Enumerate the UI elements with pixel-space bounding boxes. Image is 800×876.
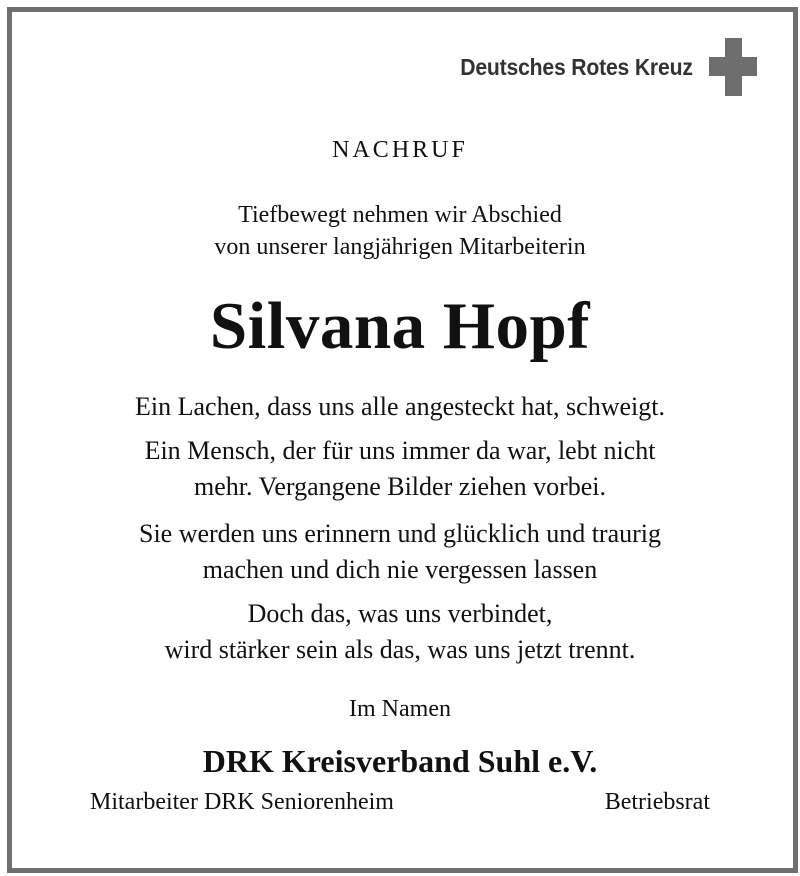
- poem-line: Sie werden uns erinnern und glücklich und traurig: [138, 519, 662, 548]
- on-behalf-label: Im Namen: [349, 696, 451, 722]
- notice-heading: NACHRUF: [332, 137, 468, 163]
- organization-name: DRK Kreisverband Suhl e.V.: [202, 743, 598, 779]
- poem-line: wird stärker sein als das, was uns jetzt trennt.: [164, 635, 636, 664]
- poem-stanza-4: [0, 596, 800, 668]
- deceased-name: Silvana Hopf: [209, 289, 591, 363]
- drk-logo: [440, 38, 757, 96]
- intro-line-2: von unserer langjährigen Mitarbeiterin: [214, 234, 586, 260]
- poem-stanza-3: [0, 516, 800, 588]
- poem-line: Ein Lachen, dass uns alle angesteckt hat, schweigt.: [135, 392, 665, 421]
- poem-line: machen und dich nie vergessen lassen: [202, 555, 598, 584]
- poem-line: Doch das, was uns verbindet,: [247, 599, 553, 628]
- logo-text: Deutsches Rotes Kreuz: [460, 53, 693, 80]
- red-cross-icon: [709, 38, 757, 96]
- intro-text: [0, 199, 800, 263]
- poem-stanza-1: [0, 389, 800, 425]
- intro-line-1: Tiefbewegt nehmen wir Abschied: [238, 202, 562, 228]
- signature-works-council: Betriebsrat: [604, 789, 710, 815]
- poem-stanza-2: [0, 433, 800, 505]
- signature-staff: Mitarbeiter DRK Seniorenheim: [90, 789, 394, 815]
- poem-line: mehr. Vergangene Bilder ziehen vorbei.: [193, 472, 606, 501]
- poem-line: Ein Mensch, der für uns immer da war, lebt nicht: [144, 436, 656, 465]
